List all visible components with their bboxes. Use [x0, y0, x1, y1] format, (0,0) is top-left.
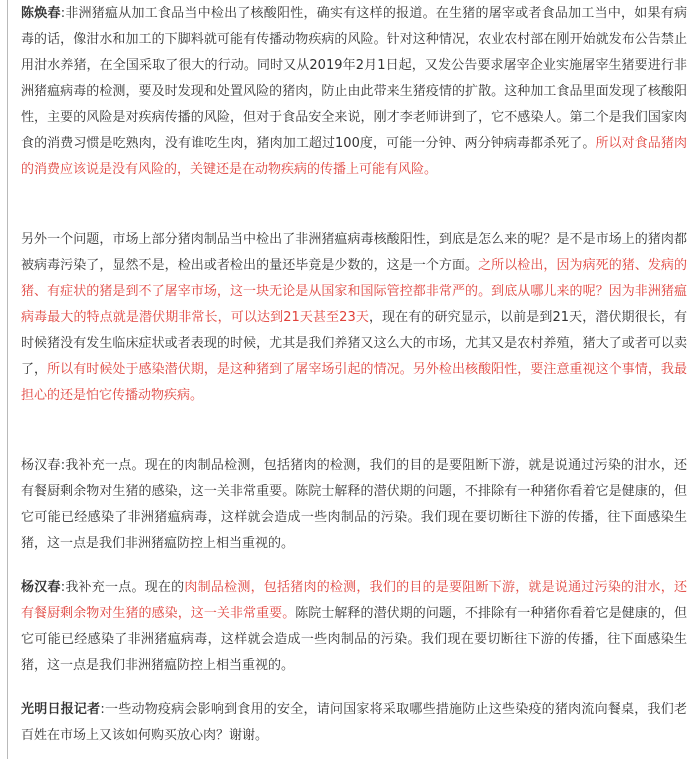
paragraph-yang-hanchun-plain: [21, 453, 687, 557]
speaker-name: 杨汉春: [21, 580, 61, 595]
highlighted-text: 肉制品检测，包括猪肉的检测，我们的目的是要阻断下游，就是说通过污染的泔水，还有餐厨剩余物对生猪的感染，这一关非常重要。: [21, 580, 687, 621]
paragraph-text: 另外一个问题，市场上部分猪肉制品当中检出了非洲猪瘟病毒核酸阳性，到底是怎么来的呢？是不是市场上的猪肉都被病毒污染了，显然不是，检出或者检出的量还毕竟是少数的，这是一个方面。: [21, 232, 687, 273]
paragraph-text: :非洲猪瘟从加工食品当中检出了核酸阳性，确实有这样的报道。在生猪的屠宰或者食品加工当中，如果有病毒的话，像泔水和加工的下脚料就可能有传播动物疾病的风险。针对这种情况，农业农村部在刚开始就发布公告禁止用泔水养猪，在全国采取了很大的行动。同时又从2019年2月1日起，又发公告要求屠宰企业实施屠宰生猪要进行非洲猪瘟病毒的检测，要及时发现和处置风险的猪肉，防止由此带来生猪疫情的扩散。这种加工食品里面发现了核酸阳性，主要的风险是对疾病传播的风险，但对于食品安全来说，刚才李老师讲到了，它不感染人。第二个是我们国家肉食的消费习惯是吃熟肉，没有谁吃生肉，猪肉加工超过100度，可能一分钟、两分钟病毒都杀死了。: [21, 6, 687, 151]
speaker-name: 光明日报记者: [21, 702, 101, 717]
paragraph-text: :我补充一点。现在的: [60, 580, 185, 595]
paragraph-market-pork-detection: [21, 227, 687, 409]
paragraph-chen-huanchun: [21, 1, 687, 183]
paragraph-text: :一些动物疫病会影响到食用的安全，请问国家将采取哪些措施防止这些染疫的猪肉流向餐桌，我们老百姓在市场上又该如何购买放心肉？谢谢。: [21, 702, 687, 743]
highlighted-text: 所以对食品猪肉的消费应该说是没有风险的，关键还是在动物疾病的传播上可能有风险。: [21, 136, 687, 177]
paragraph-text: 陈院士解释的潜伏期的问题，不排除有一种猪你看着它是健康的，但它可能已经感染了非洲猪瘟病毒，这样就会造成一些肉制品的污染。我们现在要切断往下游的传播，往下面感染生猪，这一点是我们非洲猪瘟防控上相当重视的。: [21, 606, 687, 673]
paragraph-guangming-daily-reporter: [21, 697, 687, 749]
highlighted-text: 所以有时候处于感染潜伏期，是这种猪到了屠宰场引起的情况。另外检出核酸阳性，要注意重视这个事情，我最担心的还是怕它传播动物疾病。: [21, 362, 687, 403]
speaker-name: 陈焕春: [21, 6, 61, 21]
paragraph-text: 杨汉春:我补充一点。现在的肉制品检测，包括猪肉的检测，我们的目的是要阻断下游，就是说通过污染的泔水，还有餐厨剩余物对生猪的感染，这一关非常重要。陈院士解释的潜伏期的问题，不排除有一种猪你看着它是健康的，但它可能已经感染了非洲猪瘟病毒，这样就会造成一些肉制品的污染。我们现在要切断往下游的传播，往下面感染生猪，这一点是我们非洲猪瘟防控上相当重视的。: [21, 458, 687, 551]
left-border-rule: [7, 0, 8, 759]
paragraph-yang-hanchun-highlighted: [21, 575, 687, 679]
paragraph-text: ，现在有的研究显示，以前是到21天，潜伏期很长，有时候猪没有发生临床症状或者表现的时候，尤其是我们养猪又这么大的市场，尤其又是农村养殖，猪大了或者可以卖了，: [21, 310, 687, 377]
highlighted-text: 之所以检出，因为病死的猪、发病的猪、有症状的猪是到不了屠宰市场，这一块无论是从国家和国际管控都非常严的。到底从哪儿来的呢？因为非洲猪瘟病毒最大的特点就是潜伏期非常长，可以达到21天甚至23天: [21, 258, 687, 325]
